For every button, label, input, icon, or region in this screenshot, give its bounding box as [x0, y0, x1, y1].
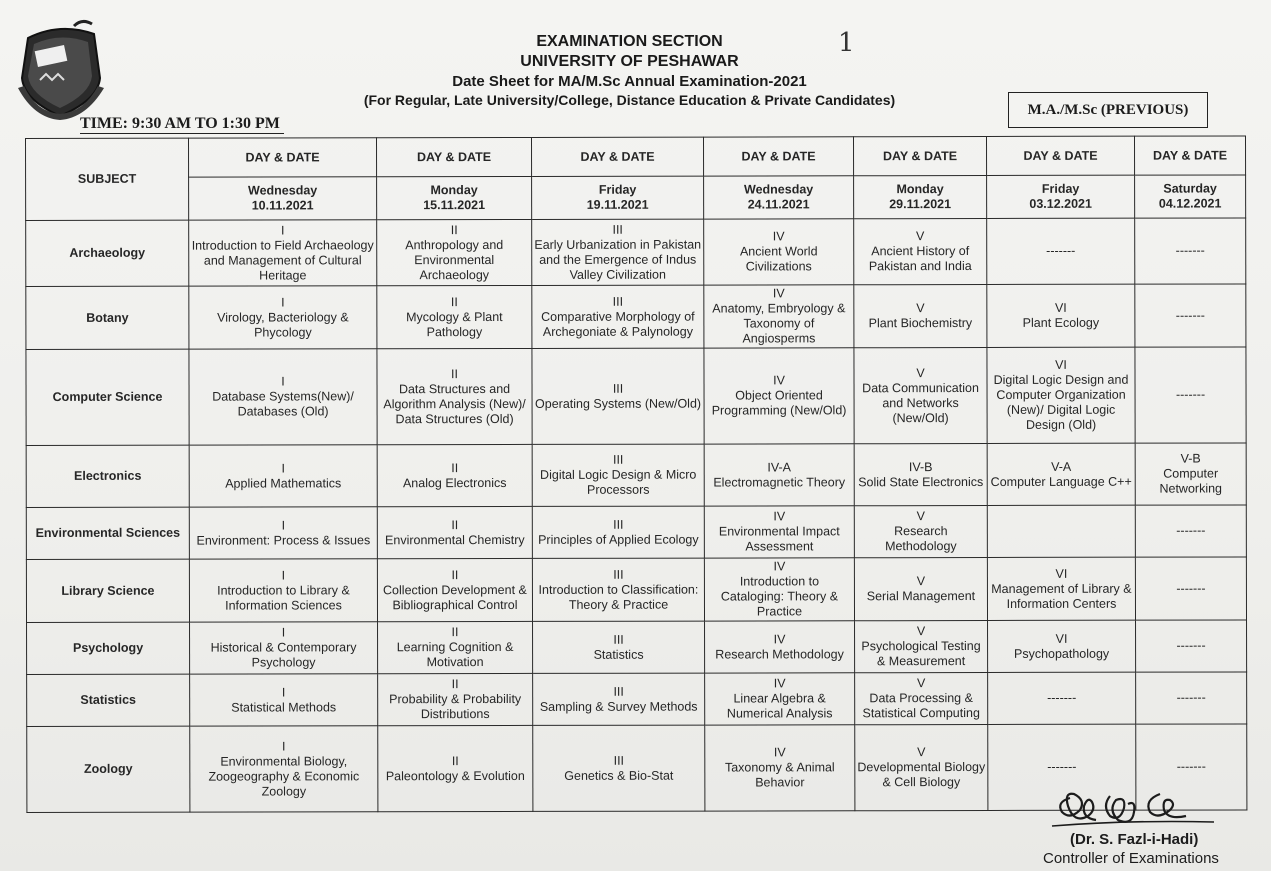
- exam-cell: [533, 673, 705, 725]
- exam-cell: [1135, 218, 1246, 284]
- paper-number: IV: [773, 373, 785, 388]
- exam-cell: [189, 349, 377, 445]
- exam-cell: [854, 505, 987, 557]
- table-row: [26, 443, 1246, 508]
- paper-title: Linear Algebra & Numerical Analysis: [726, 691, 833, 721]
- column-date: [1135, 175, 1246, 218]
- paper-number: III: [613, 632, 624, 647]
- paper-number: VI: [1055, 631, 1068, 646]
- exam-cell: [987, 347, 1135, 443]
- paper-title: Database Systems(New)/ Databases (Old): [212, 389, 354, 419]
- column-date: [704, 176, 854, 219]
- paper-title: Mycology & Plant Pathology: [406, 309, 503, 339]
- exam-cell: [988, 672, 1136, 724]
- paper-title: Principles of Applied Ecology: [538, 532, 699, 547]
- exam-cell: [533, 725, 705, 811]
- paper-number: V: [916, 509, 925, 524]
- exam-cell: [704, 506, 854, 558]
- exam-cell: [855, 724, 988, 810]
- exam-cell: [377, 348, 532, 444]
- exam-cell: [1135, 347, 1246, 443]
- paper-title: Taxonomy & Animal Behavior: [724, 760, 835, 790]
- paper-number: V-B: [1180, 451, 1201, 466]
- subject-name: Zoology: [27, 726, 190, 812]
- exam-cell: [854, 443, 987, 505]
- paper-title: -------: [1176, 759, 1206, 774]
- paper-title: Plant Biochemistry: [868, 316, 973, 331]
- paper-title: Data Communication and Networks (New/Old): [862, 380, 979, 425]
- exam-cell: [378, 725, 533, 811]
- header-date-row: [26, 175, 1246, 221]
- exam-cell: [854, 557, 987, 620]
- paper-title: Computer Networking: [1159, 466, 1223, 496]
- subject-name: Environmental Sciences: [26, 507, 189, 559]
- program-box: M.A./M.Sc (PREVIOUS): [1008, 92, 1208, 128]
- exam-cell: [987, 505, 1135, 557]
- paper-number: IV: [772, 286, 785, 301]
- paper-number: VI: [1055, 357, 1067, 372]
- paper-title: Electromagnetic Theory: [713, 474, 846, 490]
- column-date: [987, 175, 1135, 218]
- paper-title: Research Methodology: [885, 524, 957, 554]
- table-row: [26, 505, 1246, 560]
- paper-title: Anatomy, Embryology & Taxonomy of Angiosperms: [712, 301, 846, 346]
- paper-number: V: [917, 745, 926, 760]
- exam-cell: [704, 219, 854, 285]
- day-date-label: DAY & DATE: [377, 137, 532, 176]
- exam-cell: [855, 672, 988, 724]
- paper-title: Learning Cognition & Motivation: [396, 639, 514, 670]
- table-row: [26, 284, 1246, 350]
- date-sheet-table: [25, 135, 1247, 813]
- exam-cell: [987, 443, 1135, 505]
- paper-number: III: [612, 222, 623, 237]
- paper-title: Environmental Chemistry: [384, 532, 525, 547]
- paper-title: Psychological Testing & Measurement: [861, 638, 981, 669]
- paper-number: VI: [1055, 566, 1068, 581]
- page-number: 1: [838, 28, 855, 58]
- column-date-value: 03.12.2021: [1029, 196, 1092, 211]
- paper-title: -------: [1175, 243, 1205, 258]
- paper-number: I: [281, 374, 285, 389]
- paper-title: Applied Mathematics: [225, 475, 342, 491]
- subject-name: Psychology: [27, 622, 190, 674]
- paper-number: V-A: [1051, 459, 1072, 474]
- paper-title: Serial Management: [866, 589, 976, 604]
- exam-cell: [987, 284, 1135, 347]
- exam-cell: [987, 218, 1135, 284]
- paper-number: II: [450, 222, 458, 237]
- exam-cell: [189, 559, 377, 622]
- exam-cell: [705, 621, 855, 673]
- paper-number: I: [281, 684, 286, 699]
- subject-name: Botany: [26, 286, 189, 349]
- paper-number: V: [916, 301, 925, 316]
- exam-cell: [854, 218, 987, 284]
- paper-title: Data Processing & Statistical Computing: [862, 691, 980, 721]
- column-date-value: 29.11.2021: [889, 197, 952, 212]
- paper-number: I: [280, 222, 285, 237]
- exam-cell: [378, 673, 533, 725]
- subject-name: Library Science: [26, 559, 189, 622]
- exam-cell: [189, 220, 377, 286]
- paper-title: Statistics: [593, 647, 644, 662]
- day-date-label: DAY & DATE: [189, 138, 377, 177]
- paper-number: III: [612, 381, 624, 396]
- table-row: [27, 672, 1247, 727]
- exam-cell: [1135, 284, 1246, 347]
- exam-cell: [377, 444, 532, 506]
- paper-title: Developmental Biology & Cell Biology: [857, 759, 986, 790]
- exam-cell: [190, 622, 378, 674]
- subject-header: SUBJECT: [26, 138, 189, 220]
- paper-title: -------: [1176, 581, 1206, 596]
- paper-title: Introduction to Cataloging: Theory & Practice: [720, 574, 839, 619]
- exam-cell: [704, 348, 854, 444]
- university-name: UNIVERSITY OF PESHAWAR: [520, 53, 739, 70]
- exam-cell: [377, 506, 532, 558]
- column-date: [377, 176, 532, 219]
- paper-number: VI: [1054, 300, 1067, 315]
- column-date-value: 19.11.2021: [586, 197, 649, 212]
- exam-time: TIME: 9:30 AM TO 1:30 PM: [80, 115, 284, 134]
- paper-number: II: [451, 567, 459, 582]
- paper-title: Data Structures and Algorithm Analysis (New)/ Data Structures (Old): [383, 381, 526, 426]
- paper-title: Early Urbanization in Pakistan and the Emergence of Indus Valley Civilization: [534, 237, 702, 282]
- paper-number: II: [450, 366, 458, 381]
- paper-title: Comparative Morphology of Archegoniate & Palynology: [541, 309, 695, 339]
- exam-cell: [532, 348, 704, 444]
- paper-number: I: [281, 625, 286, 640]
- exam-cell: [532, 506, 704, 558]
- column-date: [532, 176, 704, 219]
- paper-title: Analog Electronics: [402, 475, 507, 490]
- paper-number: II: [450, 294, 458, 309]
- exam-cell: [378, 621, 533, 673]
- paper-number: IV: [773, 676, 786, 691]
- paper-title: -------: [1175, 308, 1205, 323]
- paper-title: Object Oriented Programming (New/Old): [711, 388, 847, 418]
- exam-cell: [532, 219, 704, 285]
- paper-number: I: [281, 294, 285, 309]
- column-day: Monday: [430, 183, 478, 198]
- paper-title: Plant Ecology: [1022, 315, 1100, 330]
- paper-number: III: [612, 294, 624, 309]
- exam-cell: [189, 286, 377, 349]
- paper-number: III: [613, 567, 624, 582]
- column-day: Friday: [1041, 181, 1080, 196]
- paper-title: Environmental Impact Assessment: [718, 524, 840, 554]
- paper-number: IV: [772, 229, 785, 244]
- document-title: Date Sheet for MA/M.Sc Annual Examination-2021: [452, 73, 807, 90]
- paper-title: Solid State Electronics: [858, 474, 984, 489]
- column-date-value: 24.11.2021: [747, 197, 810, 212]
- paper-title: Introduction to Library & Information Sciences: [217, 582, 350, 613]
- paper-number: II: [451, 753, 459, 768]
- exam-cell: [855, 620, 988, 672]
- exam-cell: [532, 285, 704, 348]
- paper-title: Digital Logic Design & Micro Processors: [540, 467, 697, 497]
- subject-name: Statistics: [27, 674, 190, 726]
- paper-number: IV: [773, 745, 786, 760]
- table-row: [27, 620, 1247, 675]
- paper-number: IV-B: [908, 459, 933, 474]
- paper-title: Virology, Bacteriology & Phycology: [217, 309, 349, 340]
- exam-cell: [190, 726, 378, 812]
- exam-cell: [704, 285, 854, 348]
- column-day: Friday: [598, 182, 637, 197]
- paper-title: Sampling & Survey Methods: [539, 699, 698, 714]
- signatory-name: (Dr. S. Fazl-i-Hadi): [1070, 831, 1199, 848]
- paper-number: V: [916, 574, 926, 589]
- date-sheet-body: [26, 218, 1247, 813]
- subject-name: Electronics: [26, 445, 189, 507]
- exam-cell: [532, 444, 704, 506]
- paper-title: -------: [1176, 638, 1206, 653]
- paper-number: V: [916, 676, 926, 691]
- day-date-label: DAY & DATE: [986, 136, 1134, 175]
- column-day: Saturday: [1163, 181, 1217, 196]
- paper-number: III: [613, 517, 624, 532]
- exam-cell: [705, 673, 855, 725]
- date-sheet: [25, 135, 1246, 813]
- signatory-title: Controller of Examinations: [1043, 850, 1219, 867]
- exam-cell: [1135, 505, 1246, 557]
- paper-number: III: [613, 753, 625, 768]
- subject-name: Archaeology: [26, 220, 189, 286]
- paper-title: -------: [1175, 387, 1206, 402]
- exam-cell: [1135, 557, 1246, 620]
- paper-number: I: [281, 567, 286, 582]
- paper-title: Probability & Probability Distributions: [389, 691, 522, 722]
- day-date-label: DAY & DATE: [703, 137, 853, 176]
- paper-title: Environmental Biology, Zoogeography & Economic Zoology: [208, 753, 360, 799]
- paper-title: Ancient World Civilizations: [739, 244, 818, 274]
- exam-cell: [189, 507, 377, 559]
- column-date-value: 04.12.2021: [1158, 196, 1222, 211]
- paper-title: Research Methodology: [715, 646, 844, 662]
- paper-number: IV: [773, 559, 786, 574]
- paper-number: III: [613, 684, 624, 699]
- paper-number: II: [451, 517, 459, 532]
- exam-cell: [533, 621, 705, 673]
- exam-cell: [190, 674, 378, 726]
- day-date-label: DAY & DATE: [531, 137, 703, 176]
- column-day: Wednesday: [743, 182, 814, 197]
- paper-title: -------: [1176, 523, 1206, 538]
- paper-title: Introduction to Classification: Theory & Practice: [538, 582, 699, 612]
- paper-number: II: [451, 460, 459, 475]
- column-day: Monday: [896, 182, 944, 197]
- exam-cell: [1135, 443, 1246, 505]
- exam-cell: [1136, 620, 1247, 672]
- table-row: [26, 218, 1246, 287]
- paper-title: Environment: Process & Issues: [196, 532, 371, 548]
- paper-title: Computer Language C++: [990, 474, 1132, 489]
- exam-cell: [988, 620, 1136, 672]
- paper-number: I: [281, 517, 286, 532]
- paper-number: V: [916, 365, 925, 380]
- paper-title: Anthropology and Environmental Archaeology: [405, 237, 504, 282]
- paper-title: Genetics & Bio-Stat: [564, 768, 674, 783]
- paper-title: Operating Systems (New/Old): [535, 396, 702, 411]
- exam-cell: [1136, 672, 1247, 724]
- paper-number: IV-A: [767, 459, 792, 474]
- paper-number: I: [282, 738, 286, 753]
- paper-number: I: [281, 460, 285, 475]
- exam-cell: [377, 219, 532, 285]
- column-date-value: 10.11.2021: [251, 198, 314, 213]
- exam-cell: [705, 725, 855, 811]
- paper-title: Ancient History of Pakistan and India: [868, 244, 972, 274]
- exam-cell: [532, 558, 704, 621]
- exam-cell: [704, 558, 854, 621]
- paper-number: V: [916, 229, 925, 244]
- paper-number: II: [451, 677, 459, 692]
- paper-number: IV: [773, 631, 786, 646]
- paper-number: II: [451, 625, 459, 640]
- column-date: [189, 177, 377, 220]
- exam-cell: [854, 347, 987, 443]
- paper-title: Psychopathology: [1013, 646, 1110, 661]
- paper-number: V: [916, 624, 926, 639]
- table-row: [26, 557, 1246, 623]
- paper-title: -------: [1176, 690, 1206, 705]
- candidate-scope: (For Regular, Late University/College, Distance Education & Private Candidates): [363, 92, 896, 108]
- exam-cell: [704, 444, 854, 506]
- paper-title: -------: [1047, 759, 1077, 774]
- paper-number: III: [612, 452, 624, 467]
- paper-title: -------: [1046, 243, 1076, 258]
- column-date-value: 15.11.2021: [423, 198, 486, 213]
- column-date: [854, 175, 987, 218]
- exam-cell: [377, 558, 532, 621]
- header-label-row: [26, 136, 1246, 178]
- handwritten-signature-icon: [1048, 786, 1218, 832]
- paper-title: Management of Library & Information Centers: [991, 581, 1132, 611]
- paper-title: Introduction to Field Archaeology and Management of Cultural Heritage: [191, 237, 374, 283]
- paper-title: -------: [1047, 690, 1077, 705]
- paper-title: Collection Development & Bibliographical Control: [383, 582, 527, 612]
- column-day: Wednesday: [247, 183, 318, 198]
- exam-cell: [189, 445, 377, 507]
- subject-name: Computer Science: [26, 349, 189, 445]
- paper-title: Paleontology & Evolution: [385, 768, 525, 783]
- paper-title: Digital Logic Design and Computer Organization (New)/ Digital Logic Design (Old): [993, 372, 1129, 432]
- section-title: EXAMINATION SECTION: [536, 33, 723, 50]
- exam-cell: [987, 557, 1135, 620]
- paper-title: Statistical Methods: [231, 699, 337, 715]
- paper-number: IV: [773, 509, 786, 524]
- exam-cell: [377, 285, 532, 348]
- exam-cell: [854, 284, 987, 347]
- paper-title: Historical & Contemporary Psychology: [210, 640, 357, 670]
- table-row: [26, 347, 1246, 446]
- day-date-label: DAY & DATE: [853, 136, 986, 175]
- day-date-label: DAY & DATE: [1134, 136, 1245, 175]
